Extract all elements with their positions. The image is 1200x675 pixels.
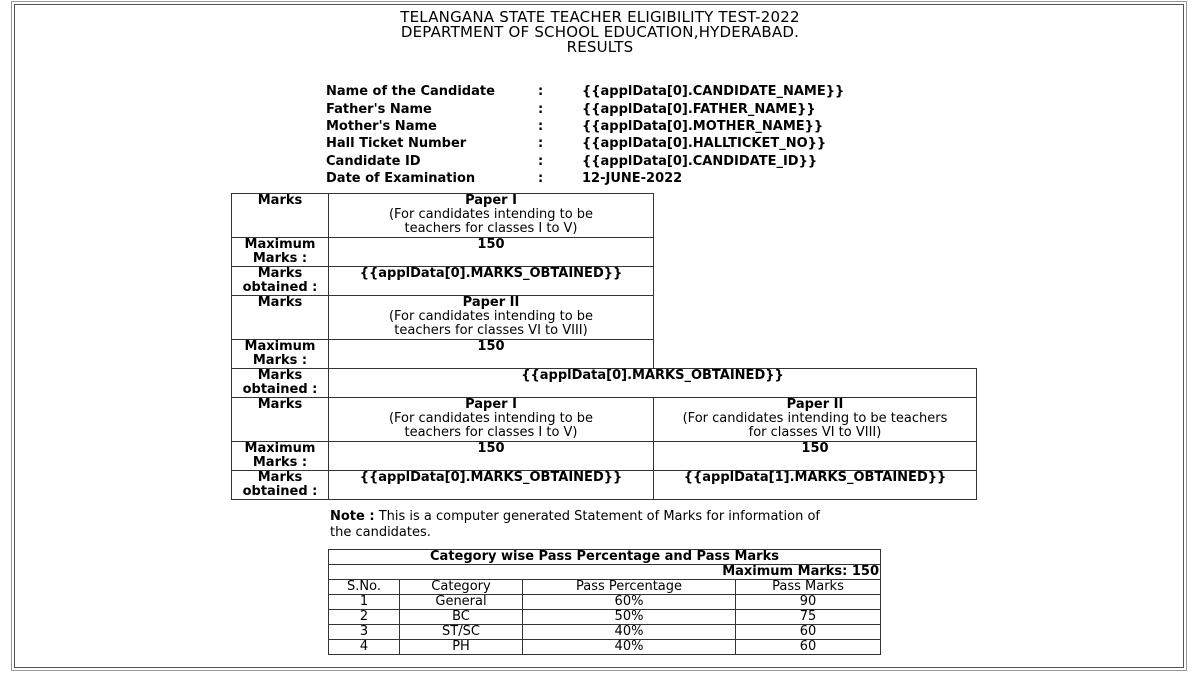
empty-cell <box>654 296 977 340</box>
detail-label: Date of Examination <box>326 171 476 187</box>
marks-obtained-value: {{applData[0].MARKS_OBTAINED}} <box>329 369 977 398</box>
detail-colon: : <box>538 84 544 100</box>
table-row <box>329 625 881 640</box>
cell: 60 <box>736 640 881 655</box>
detail-label: Father's Name <box>326 101 432 117</box>
col-header: Pass Marks <box>736 580 881 595</box>
marks-obtained-label: Marks obtained : <box>232 267 329 296</box>
category-max-marks: Maximum Marks: 150 <box>329 565 881 580</box>
detail-row <box>326 170 844 187</box>
detail-colon: : <box>538 153 544 169</box>
max-marks-label: Maximum Marks : <box>232 238 329 267</box>
detail-value: {{applData[0].CANDIDATE_ID}} <box>582 153 818 169</box>
table-row <box>329 595 881 610</box>
note <box>330 509 840 541</box>
empty-cell <box>654 340 977 369</box>
paper1-header <box>329 398 654 442</box>
marks-table <box>231 193 977 500</box>
max-marks-value: 150 <box>329 238 654 267</box>
cell: PH <box>400 640 523 655</box>
paper2-desc: (For candidates intending to be teachers for classes VI to VIII) <box>388 309 594 338</box>
detail-row <box>326 118 844 135</box>
detail-value: 12-JUNE-2022 <box>582 171 683 187</box>
paper2-title: Paper II <box>462 295 520 310</box>
marks-obtained-label: Marks obtained : <box>232 369 329 398</box>
cell: 40% <box>523 640 736 655</box>
detail-value: {{applData[0].MOTHER_NAME}} <box>582 118 824 134</box>
paper1-header <box>329 194 654 238</box>
marks-obtained-value: {{applData[1].MARKS_OBTAINED}} <box>654 471 977 500</box>
paper2-title: Paper II <box>786 397 844 412</box>
marks-header-label: Marks <box>232 296 329 340</box>
title-line-3: RESULTS <box>566 38 634 56</box>
detail-row <box>326 135 844 152</box>
detail-value: {{applData[0].CANDIDATE_NAME}} <box>582 84 845 100</box>
max-marks-value: 150 <box>329 340 654 369</box>
table-row <box>329 640 881 655</box>
note-label: Note : <box>330 509 375 524</box>
paper2-header <box>329 296 654 340</box>
cell: 90 <box>736 595 881 610</box>
cell: General <box>400 595 523 610</box>
cell: 3 <box>329 625 400 640</box>
detail-label: Candidate ID <box>326 153 421 169</box>
empty-cell <box>654 194 977 238</box>
detail-colon: : <box>538 101 544 117</box>
marks-header-label: Marks <box>232 194 329 238</box>
cell: 4 <box>329 640 400 655</box>
detail-row <box>326 100 844 117</box>
detail-value: {{applData[0].FATHER_NAME}} <box>582 101 816 117</box>
empty-cell <box>654 267 977 296</box>
table-row <box>329 610 881 625</box>
empty-cell <box>654 238 977 267</box>
title-line-1: TELANGANA STATE TEACHER ELIGIBILITY TEST-2022 <box>400 8 800 26</box>
paper2-header <box>654 398 977 442</box>
detail-label: Hall Ticket Number <box>326 136 467 152</box>
cell: 50% <box>523 610 736 625</box>
paper1-title: Paper I <box>465 193 517 208</box>
category-table <box>328 549 881 655</box>
max-marks-label: Maximum Marks : <box>232 442 329 471</box>
cell: 75 <box>736 610 881 625</box>
detail-label: Mother's Name <box>326 118 437 134</box>
paper2-desc: (For candidates intending to be teachers for classes VI to VIII) <box>682 411 948 440</box>
paper1-desc: (For candidates intending to be teachers for classes I to V) <box>388 207 594 236</box>
category-title: Category wise Pass Percentage and Pass Marks <box>329 550 881 565</box>
cell: ST/SC <box>400 625 523 640</box>
table-header-row <box>329 580 881 595</box>
cell: 60 <box>736 625 881 640</box>
detail-colon: : <box>538 136 544 152</box>
detail-label: Name of the Candidate <box>326 84 495 100</box>
marks-header-label: Marks <box>232 398 329 442</box>
paper1-desc: (For candidates intending to be teachers for classes I to V) <box>388 411 594 440</box>
col-header: Pass Percentage <box>523 580 736 595</box>
cell: BC <box>400 610 523 625</box>
detail-row <box>326 83 844 100</box>
cell: 1 <box>329 595 400 610</box>
paper1-title: Paper I <box>465 397 517 412</box>
col-header: S.No. <box>329 580 400 595</box>
max-marks-label: Maximum Marks : <box>232 340 329 369</box>
title-line-2: DEPARTMENT OF SCHOOL EDUCATION,HYDERABAD. <box>400 23 800 41</box>
cell: 40% <box>523 625 736 640</box>
note-text: This is a computer generated Statement of Marks for information of the candidates. <box>330 509 821 540</box>
detail-colon: : <box>538 171 544 187</box>
cell: 60% <box>523 595 736 610</box>
marks-obtained-label: Marks obtained : <box>232 471 329 500</box>
marks-obtained-value: {{applData[0].MARKS_OBTAINED}} <box>329 267 654 296</box>
detail-value: {{applData[0].HALLTICKET_NO}} <box>582 136 827 152</box>
detail-row <box>326 153 844 170</box>
max-marks-value: 150 <box>329 442 654 471</box>
detail-colon: : <box>538 118 544 134</box>
cell: 2 <box>329 610 400 625</box>
candidate-details <box>326 83 844 187</box>
col-header: Category <box>400 580 523 595</box>
max-marks-value: 150 <box>654 442 977 471</box>
marks-obtained-value: {{applData[0].MARKS_OBTAINED}} <box>329 471 654 500</box>
